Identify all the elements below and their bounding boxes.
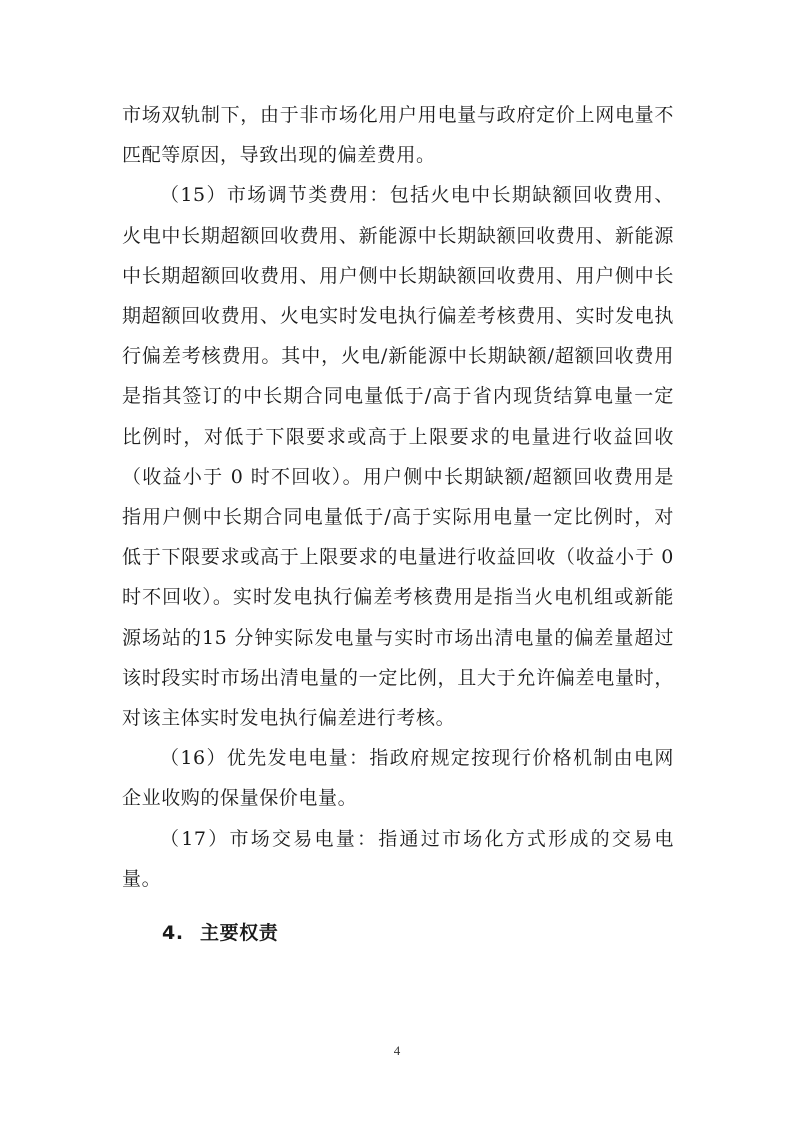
- paragraph-item-16: （16）优先发电电量：指政府规定按现行价格机制由电网企业收购的保量保价电量。: [122, 747, 674, 810]
- paragraph-item-15: （15）市场调节类费用：包括火电中长期缺额回收费用、火电中长期超额回收费用、新能源中长期缺额回收费用、新能源中长期超额回收费用、用户侧中长期缺额回收费用、用户侧中长期超额回收费用、火电实时发电执行偏差考核费用、实时发电执行偏差考核费用。其中，火电/新能源中长期缺额/超额回收费用是指其签订的中长期合同电量低于/高于省内现货结算电量一定比例时，对低于下限要求或高于上限要求的电量进行收益回收（收益小于 0 时不回收）。用户侧中长期缺额/超额回收费用是指用户侧中长期合同电量低于/高于实际用电量一定比例时，对低于下限要求或高于上限要求的电量进行收益回收（收益小于 0 时不回收）。实时发电执行偏差考核费用是指当火电机组或新能源场站的15 分钟实际发电量与实时市场出清电量的偏差量超过该时段实时市场出清电量的一定比例，且大于允许偏差电量时，对该主体实时发电执行偏差进行考核。: [122, 184, 674, 730]
- document-body: [122, 95, 674, 953]
- section-title: 主要权责: [200, 922, 279, 945]
- paragraph-item-17: （17）市场交易电量：指通过市场化方式形成的交易电量。: [122, 827, 674, 890]
- section-number: 4.: [162, 922, 184, 945]
- paragraph-continuation: 市场双轨制下，由于非市场化用户用电量与政府定价上网电量不匹配等原因，导致出现的偏差费用。: [122, 104, 674, 167]
- page-number: 4: [393, 1043, 401, 1058]
- section-heading: [122, 913, 674, 953]
